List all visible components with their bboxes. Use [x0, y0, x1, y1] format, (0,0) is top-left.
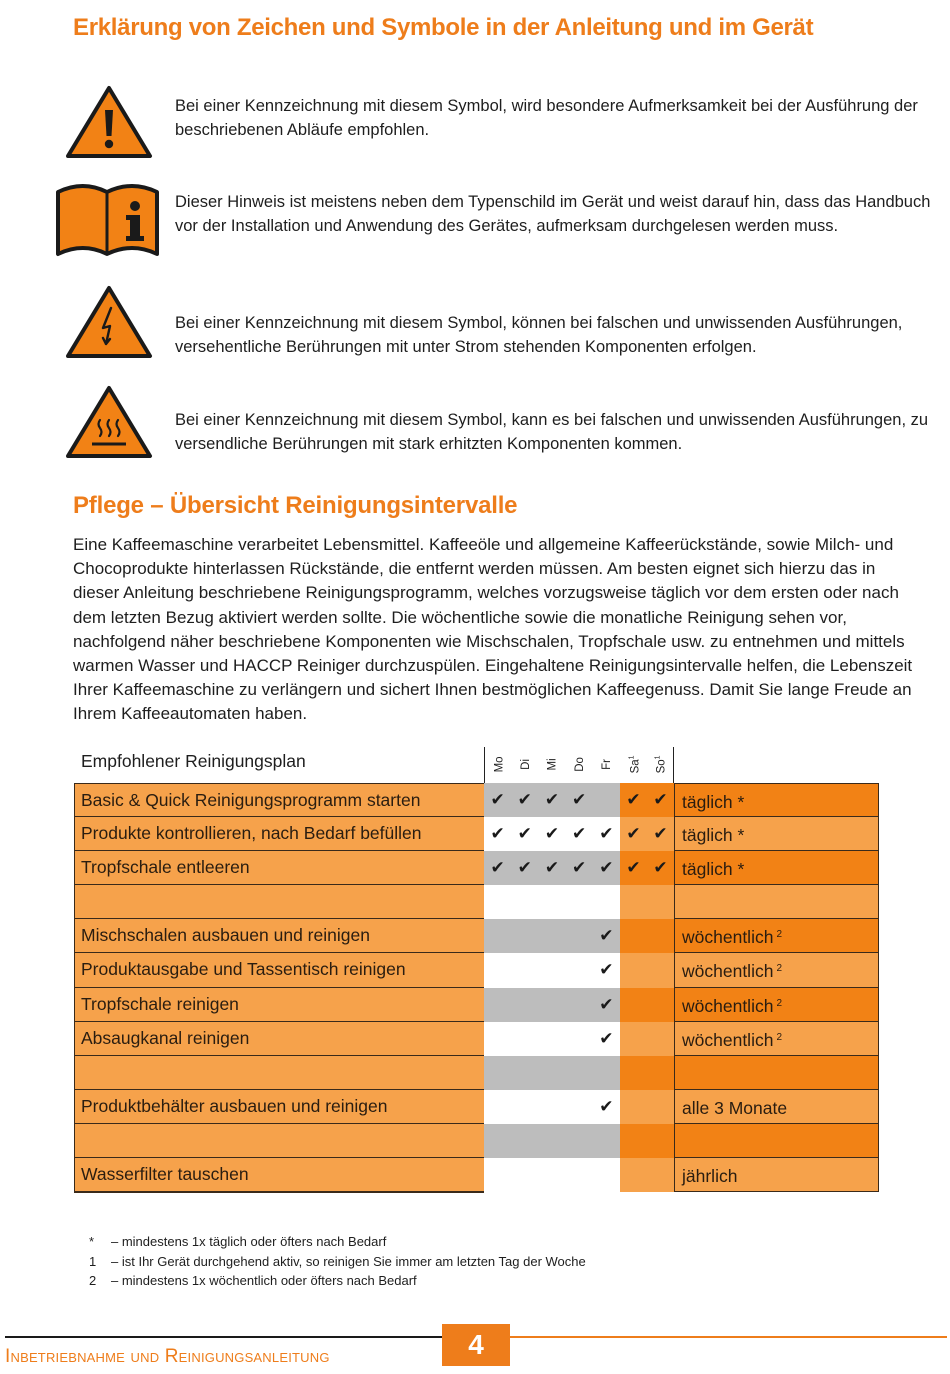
- table-row: [74, 1090, 879, 1124]
- empty-day-cell: [620, 1124, 647, 1158]
- empty-day-cell: [620, 1056, 647, 1090]
- task-cell: Produkte kontrollieren, nach Bedarf befüllen: [74, 817, 484, 851]
- symbol-description-electric: Bei einer Kennzeichnung mit diesem Symbol, können bei falschen und unwissenden Ausführungen, versehentliche Berührungen mit unter Strom stehenden Komponenten erfolgen.: [175, 314, 903, 356]
- frequency-label: täglich *: [682, 792, 745, 812]
- empty-day-cell: [566, 953, 593, 987]
- empty-day-cell: [566, 1056, 593, 1090]
- footnote: * – mindestens 1x täglich oder öfters nach Bedarf: [89, 1234, 387, 1249]
- empty-day-cell: [566, 1124, 593, 1158]
- empty-day-cell: [538, 1056, 565, 1090]
- day-label-di: Di: [519, 758, 532, 770]
- frequency-cell: [674, 851, 879, 885]
- frequency-footnote-ref: 2: [776, 929, 783, 941]
- empty-day-cell: [647, 1056, 674, 1090]
- page-number: 4: [442, 1324, 510, 1366]
- weekend-cells: [620, 1090, 674, 1124]
- check-icon: ✔: [517, 824, 532, 845]
- empty-day-cell: [647, 1124, 674, 1158]
- empty-day-cell: [593, 783, 620, 817]
- empty-day-cell: [566, 885, 593, 919]
- empty-day-cell: [566, 1090, 593, 1124]
- table-bottom-border: [74, 1191, 484, 1193]
- table-row: [74, 1022, 879, 1056]
- frequency-label: wöchentlich: [682, 927, 774, 948]
- empty-day-cell: [620, 1022, 647, 1056]
- empty-day-cell: [647, 1158, 674, 1192]
- frequency-label: wöchentlich: [682, 961, 774, 982]
- empty-day-cell: [484, 1022, 511, 1056]
- empty-day-cell: [647, 1022, 674, 1056]
- frequency-cell: [674, 1158, 879, 1192]
- empty-day-cell: [647, 953, 674, 987]
- warning-exclamation-icon: [64, 84, 154, 160]
- frequency-label: täglich *: [682, 859, 745, 880]
- day-label-mo: Mo: [492, 756, 505, 772]
- frequency-label: wöchentlich: [682, 995, 774, 1016]
- check-icon: ✔: [653, 858, 668, 879]
- manual-info-icon: [55, 182, 160, 262]
- weekend-cells: [620, 919, 674, 953]
- table-row: [74, 1056, 879, 1090]
- empty-day-cell: [484, 1158, 511, 1192]
- empty-day-cell: [647, 885, 674, 919]
- weekday-cells: [484, 1056, 620, 1090]
- check-icon: ✔: [544, 824, 560, 845]
- table-row: [74, 851, 879, 885]
- task-cell: Absaugkanal reinigen: [74, 1022, 484, 1056]
- empty-day-cell: [566, 988, 593, 1022]
- check-icon: ✔: [572, 858, 587, 879]
- check-icon: ✔: [626, 824, 641, 845]
- task-cell: Produktbehälter ausbauen und reinigen: [74, 1090, 484, 1124]
- weekday-cells: [484, 919, 620, 953]
- empty-day-cell: [484, 919, 511, 953]
- electric-hazard-icon: [64, 284, 154, 360]
- frequency-cell: [674, 919, 879, 953]
- footer-rule-left: [5, 1336, 442, 1338]
- weekend-cells: [620, 783, 674, 817]
- weekend-cells: [620, 1022, 674, 1056]
- empty-day-cell: [484, 988, 511, 1022]
- footnote: 1 – ist Ihr Gerät durchgehend aktiv, so reinigen Sie immer am letzten Tag der Woche: [89, 1253, 586, 1269]
- check-icon: ✔: [626, 858, 641, 879]
- check-icon: ✔: [626, 790, 641, 810]
- empty-day-cell: [511, 1158, 538, 1192]
- check-icon: ✔: [517, 858, 532, 879]
- table-row: [74, 1158, 879, 1192]
- frequency-cell: [674, 817, 879, 851]
- empty-day-cell: [484, 1124, 511, 1158]
- weekday-cells: [484, 1124, 620, 1158]
- check-icon: ✔: [572, 824, 587, 845]
- check-icon: ✔: [599, 960, 614, 981]
- weekday-cells: [484, 1022, 620, 1056]
- weekend-cells: [620, 1158, 674, 1192]
- task-cell: [74, 1056, 484, 1090]
- empty-day-cell: [593, 1056, 620, 1090]
- hot-surface-icon: [64, 384, 154, 460]
- empty-day-cell: [538, 885, 565, 919]
- check-icon: ✔: [599, 926, 614, 947]
- empty-day-cell: [538, 1124, 565, 1158]
- empty-day-cell: [484, 885, 511, 919]
- frequency-cell: [674, 783, 879, 817]
- empty-day-cell: [538, 1090, 565, 1124]
- weekday-cells: [484, 953, 620, 987]
- task-cell: Basic & Quick Reinigungsprogramm starten: [74, 783, 484, 817]
- empty-day-cell: [620, 1090, 647, 1124]
- empty-day-cell: [647, 988, 674, 1022]
- check-icon: ✔: [599, 1028, 614, 1049]
- empty-day-cell: [566, 1158, 593, 1192]
- empty-day-cell: [511, 885, 538, 919]
- frequency-label: wöchentlich: [682, 1029, 774, 1050]
- weekend-cells: [620, 817, 674, 851]
- empty-day-cell: [538, 988, 565, 1022]
- symbol-description-hot: Bei einer Kennzeichnung mit diesem Symbol, kann es bei falschen und unwissenden Ausführungen, zu versendliche Berührungen mit stark erhitzten Komponenten kommen.: [175, 411, 929, 453]
- symbol-description-warning: Bei einer Kennzeichnung mit diesem Symbol, wird besondere Aufmerksamkeit bei der Ausführung der beschriebenen Abläufe empfohlen.: [175, 97, 918, 139]
- weekend-cells: [620, 851, 674, 885]
- check-icon: ✔: [544, 790, 560, 810]
- check-icon: ✔: [490, 858, 505, 879]
- weekend-cells: [620, 1124, 674, 1158]
- table-row: [74, 885, 879, 919]
- check-icon: ✔: [544, 858, 560, 879]
- weekday-cells: [484, 851, 620, 885]
- weekend-cells: [620, 988, 674, 1022]
- weekday-cells: [484, 1090, 620, 1124]
- day-header: [484, 747, 674, 783]
- table-row: [74, 919, 879, 953]
- empty-day-cell: [511, 988, 538, 1022]
- check-icon: ✔: [599, 858, 614, 879]
- task-cell: [74, 885, 484, 919]
- frequency-cell: [674, 1090, 879, 1124]
- frequency-label: jährlich: [682, 1166, 738, 1187]
- empty-day-cell: [511, 1056, 538, 1090]
- check-icon: ✔: [599, 994, 614, 1015]
- task-cell: Tropfschale entleeren: [74, 851, 484, 885]
- frequency-cell: [674, 953, 879, 987]
- check-icon: ✔: [599, 1096, 614, 1117]
- frequency-footnote-ref: 2: [776, 997, 783, 1009]
- table-row: [74, 1124, 879, 1158]
- check-icon: ✔: [490, 790, 505, 810]
- footnotes: [89, 1232, 586, 1291]
- footer-title: Inbetriebnahme und Reinigungsanleitung: [5, 1346, 330, 1367]
- empty-day-cell: [511, 1090, 538, 1124]
- frequency-footnote-ref: 2: [776, 963, 783, 975]
- table-caption: Empfohlener Reinigungsplan: [81, 751, 306, 771]
- task-cell: Mischschalen ausbauen und reinigen: [74, 919, 484, 953]
- weekend-cells: [620, 1056, 674, 1090]
- task-cell: Wasserfilter tauschen: [74, 1158, 484, 1192]
- task-cell: Produktausgabe und Tassentisch reinigen: [74, 953, 484, 987]
- weekend-cells: [620, 885, 674, 919]
- frequency-label: täglich *: [682, 825, 745, 846]
- table-row: [74, 988, 879, 1022]
- frequency-cell: [674, 885, 879, 919]
- empty-day-cell: [538, 1022, 565, 1056]
- empty-day-cell: [538, 1158, 565, 1192]
- empty-day-cell: [620, 1158, 647, 1192]
- symbol-description-manual: Dieser Hinweis ist meistens neben dem Typenschild im Gerät und weist darauf hin, dass das Handbuch vor der Installation und Anwendung des Gerätes, aufmerksam durchgelesen werden muss.: [175, 193, 931, 235]
- empty-day-cell: [511, 919, 538, 953]
- weekend-cells: [620, 953, 674, 987]
- empty-day-cell: [538, 953, 565, 987]
- footer-rule-right: [510, 1336, 947, 1338]
- empty-day-cell: [647, 1090, 674, 1124]
- weekday-cells: [484, 885, 620, 919]
- weekday-cells: [484, 988, 620, 1022]
- section-title-cleaning: Pflege – Übersicht Reinigungsintervalle: [73, 492, 518, 519]
- empty-day-cell: [566, 1022, 593, 1056]
- empty-day-cell: [538, 919, 565, 953]
- day-label-sa: Sa$^1$: [628, 755, 641, 773]
- empty-day-cell: [484, 953, 511, 987]
- frequency-label: alle 3 Monate: [682, 1097, 788, 1118]
- check-icon: ✔: [517, 790, 532, 810]
- empty-day-cell: [620, 953, 647, 987]
- empty-day-cell: [647, 919, 674, 953]
- empty-day-cell: [593, 885, 620, 919]
- empty-day-cell: [484, 1056, 511, 1090]
- frequency-cell: [674, 988, 879, 1022]
- frequency-cell: [674, 1056, 879, 1090]
- empty-day-cell: [593, 1124, 620, 1158]
- empty-day-cell: [593, 1158, 620, 1192]
- weekday-cells: [484, 817, 620, 851]
- intro-paragraph: Eine Kaffeemaschine verarbeitet Lebensmittel. Kaffeeöle und allgemeine Kaffeerückstände, sowie Milch- und Chocoprodukte hinterlassen Rückstände, die entfernt werden müssen. Am besten eignet sich hierzu das in dieser Anleitung beschriebene Reinigungsprogramm, welches vorzugsweise täglich vor dem ersten oder nach dem letzten Bezug aktiviert werden sollte. Die wöchentliche sowie die monatliche Reinigung sehen vor, nachfolgend näher beschriebene Komponenten wie Mischschalen, Tropfschale usw. zu entnehmen und mittels warmen Wasser und HACCP Reiniger durchzuspülen. Eingehaltene Reinigungsintervalle helfen, die Lebenszeit Ihrer Kaffeemaschine zu verlängern und sichert Ihnen bestmöglichen Kaffeegenuss. Damit Sie lange Freude an Ihrem Kaffeeautomaten haben.: [73, 535, 913, 724]
- check-icon: ✔: [490, 824, 505, 845]
- empty-day-cell: [511, 1124, 538, 1158]
- check-icon: ✔: [572, 790, 587, 810]
- day-label-so: So$^1$: [654, 755, 667, 773]
- frequency-cell: [674, 1124, 879, 1158]
- cleaning-plan-table: [74, 783, 879, 1192]
- empty-day-cell: [566, 919, 593, 953]
- weekday-cells: [484, 1158, 620, 1192]
- task-cell: Tropfschale reinigen: [74, 988, 484, 1022]
- day-label-fr: Fr: [600, 758, 613, 770]
- check-icon: ✔: [653, 790, 668, 810]
- day-label-do: Do: [573, 756, 586, 772]
- table-row: [74, 783, 879, 817]
- table-row: [74, 953, 879, 987]
- frequency-footnote-ref: 2: [776, 1031, 783, 1043]
- frequency-cell: [674, 1022, 879, 1056]
- footnote: 2 – mindestens 1x wöchentlich oder öfters nach Bedarf: [89, 1273, 417, 1288]
- check-icon: ✔: [653, 824, 668, 845]
- table-row: [74, 817, 879, 851]
- empty-day-cell: [620, 919, 647, 953]
- empty-day-cell: [620, 885, 647, 919]
- check-icon: ✔: [599, 824, 614, 845]
- weekday-cells: [484, 783, 620, 817]
- task-cell: [74, 1124, 484, 1158]
- empty-day-cell: [620, 988, 647, 1022]
- empty-day-cell: [511, 1022, 538, 1056]
- section-title-symbols: Erklärung von Zeichen und Symbole in der Anleitung und im Gerät: [73, 14, 814, 41]
- day-label-mi: Mi: [546, 757, 559, 771]
- empty-day-cell: [484, 1090, 511, 1124]
- empty-day-cell: [511, 953, 538, 987]
